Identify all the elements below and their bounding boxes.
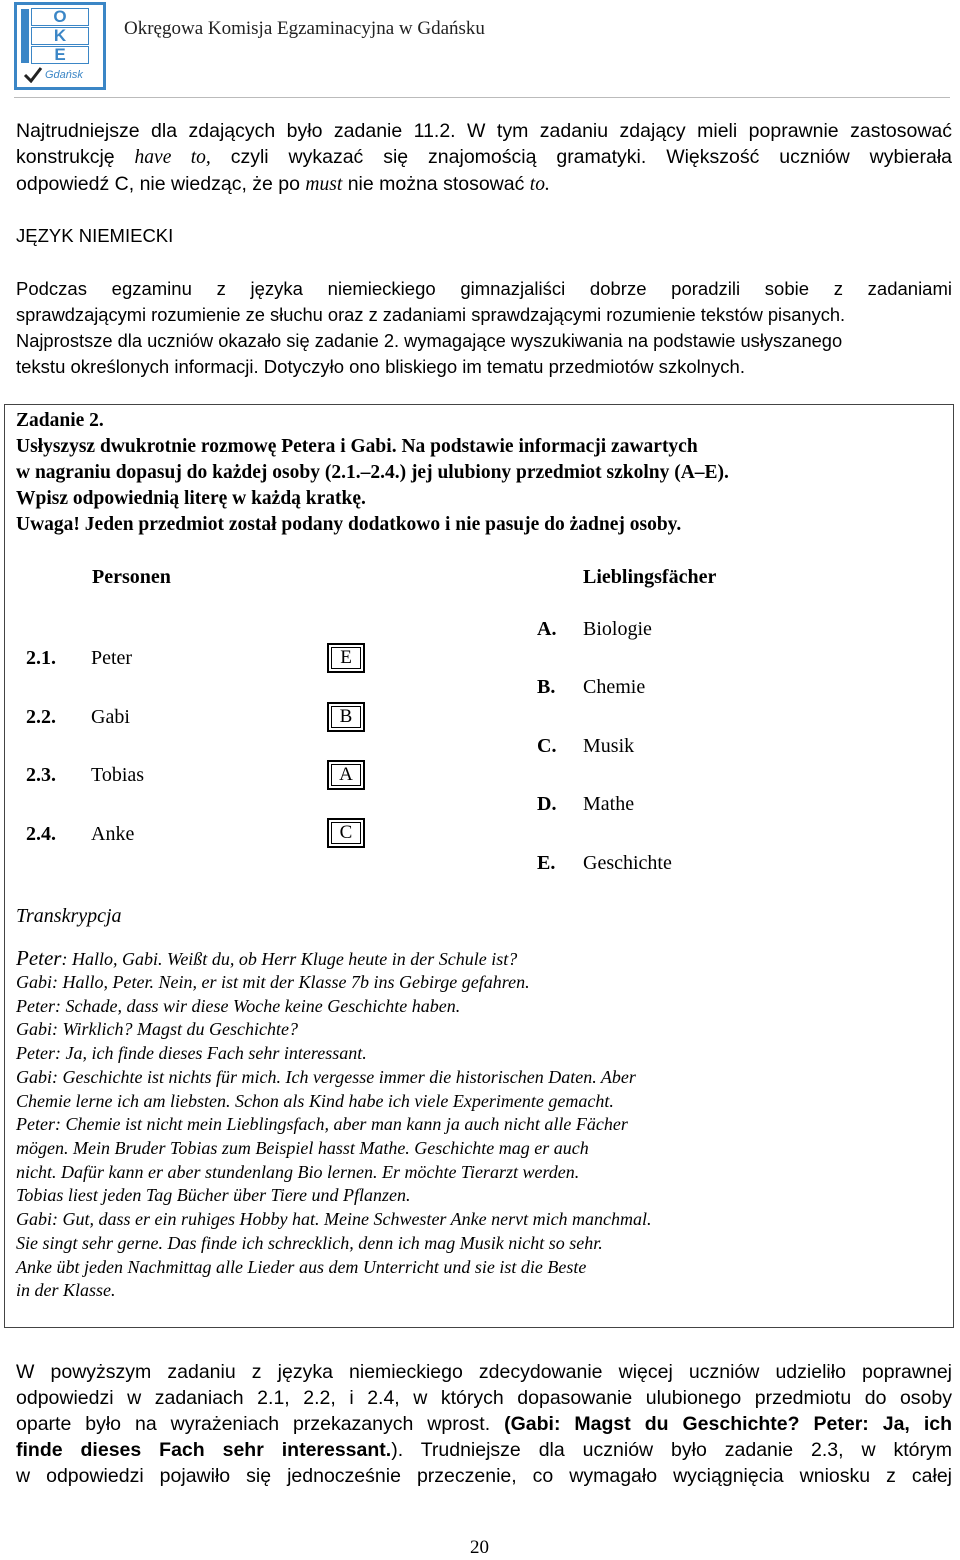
- persons-header: Personen: [92, 566, 171, 588]
- para2-line-1: Podczas egzaminu z języka niemieckiego gimnazjaliści dobrze poradzili sobie z zadaniami: [16, 278, 952, 299]
- answer-box[interactable]: E: [327, 643, 365, 673]
- oke-logo: [14, 2, 106, 90]
- transcript-line: Peter: Chemie ist nicht mein Lieblingsfach, aber man kann ja auch nicht alle Fächer: [16, 1114, 628, 1134]
- subject-name: Geschichte: [583, 852, 672, 874]
- subject-letter: D.: [537, 793, 557, 815]
- page-number: 20: [470, 1537, 489, 1558]
- intro-line-2: konstrukcję have to, czyli wykazać się znajomością gramatyki. Większość uczniów wybierała: [16, 146, 953, 168]
- subject-name: Chemie: [583, 676, 646, 698]
- transcript-line: Gabi: Gut, dass er ein ruhiges Hobby hat. Meine Schwester Anke nervt mich manchmal.: [16, 1209, 652, 1229]
- subject-name: Biologie: [583, 618, 652, 640]
- summary-line-1: W powyższym zadaniu z języka niemieckiego zdecydowanie więcej uczniów udzieliło poprawnej: [16, 1361, 952, 1383]
- subject-name: Mathe: [583, 793, 635, 815]
- task-instruction-1: Usłyszysz dwukrotnie rozmowę Petera i Gabi. Na podstawie informacji zawartych: [16, 436, 698, 457]
- answer-box[interactable]: B: [327, 702, 365, 732]
- para2-line-4: tekstu określonych informacji. Dotyczyło ono bliskiego im tematu przedmiotów szkolnych.: [16, 356, 745, 377]
- organization-title: Okręgowa Komisja Egzaminacyjna w Gdańsku: [124, 18, 485, 39]
- subject-letter: C.: [537, 735, 557, 757]
- subjects-header: Lieblingsfächer: [583, 566, 717, 588]
- logo-letter-o: O: [31, 8, 89, 26]
- transcript-line: nicht. Dafür kann er aber stundenlang Bio lernen. Er möchte Tierarzt werden.: [16, 1162, 580, 1182]
- subject-letter: B.: [537, 676, 556, 698]
- answer-box[interactable]: A: [327, 760, 365, 790]
- transcript-line: in der Klasse.: [16, 1280, 116, 1300]
- intro-line-3: odpowiedź C, nie wiedząc, że po must nie można stosować to.: [16, 173, 550, 195]
- subject-letter: E.: [537, 852, 556, 874]
- person-name: Tobias: [91, 764, 145, 786]
- person-number: 2.2.: [26, 706, 56, 728]
- transcript-line: Tobias liest jeden Tag Bücher über Tiere und Pflanzen.: [16, 1185, 411, 1205]
- person-name: Anke: [91, 823, 135, 845]
- transcript-line: Gabi: Wirklich? Magst du Geschichte?: [16, 1019, 298, 1039]
- person-number: 2.3.: [26, 764, 56, 786]
- person-number: 2.4.: [26, 823, 56, 845]
- subject-name: Musik: [583, 735, 635, 757]
- task-instruction-4: Uwaga! Jeden przedmiot został podany dodatkowo i nie pasuje do żadnej osoby.: [16, 514, 682, 535]
- logo-caption: Gdańsk: [45, 69, 83, 81]
- logo-letter-e: E: [31, 46, 89, 64]
- answer-box[interactable]: C: [327, 818, 365, 848]
- summary-line-3: oparte było na wyrażeniach przekazanych wprost. (Gabi: Magst du Geschichte? Peter: Ja, ich: [16, 1413, 952, 1435]
- transcript-line: mögen. Mein Bruder Tobias zum Beispiel hasst Mathe. Geschichte mag er auch: [16, 1138, 589, 1158]
- header-divider: [14, 97, 950, 98]
- summary-line-5: w odpowiedzi pojawiło się jednocześnie przeczenie, co wymagało wyciągnięcia wniosku z całej: [16, 1465, 952, 1487]
- transcript-line: Sie singt sehr gerne. Das finde ich schrecklich, denn ich mag Musik nicht so sehr.: [16, 1233, 603, 1253]
- logo-letter-k: K: [31, 27, 89, 45]
- transcript-title: Transkrypcja: [16, 905, 122, 927]
- para2-line-2: sprawdzającymi rozumienie ze słuchu oraz z zadaniami sprawdzającymi rozumienie tekstów pisanych.: [16, 304, 846, 325]
- task-instruction-3: Wpisz odpowiednią literę w każdą kratkę.: [16, 488, 366, 509]
- person-number: 2.1.: [26, 647, 56, 669]
- intro-line-1: Najtrudniejsze dla zdających było zadanie 11.2. W tym zadaniu zdający mieli poprawnie zastosować: [16, 120, 952, 142]
- transcript-line: Chemie lerne ich am liebsten. Schon als Kind habe ich viele Experimente gemacht.: [16, 1091, 614, 1111]
- task-title: Zadanie 2.: [16, 410, 104, 431]
- transcript-line: Peter: Schade, dass wir diese Woche keine Geschichte haben.: [16, 996, 461, 1016]
- person-name: Gabi: [91, 706, 130, 728]
- checkmark-icon: [23, 67, 43, 83]
- para2-line-3: Najprostsze dla uczniów okazało się zadanie 2. wymagające wyszukiwania na podstawie usłyszanego: [16, 330, 843, 351]
- person-name: Peter: [91, 647, 133, 669]
- transcript-line: Peter: Hallo, Gabi. Weißt du, ob Herr Kluge heute in der Schule ist?: [16, 946, 518, 970]
- transcript-line: Gabi: Hallo, Peter. Nein, er ist mit der Klasse 7b ins Gebirge gefahren.: [16, 972, 530, 992]
- transcript-line: Gabi: Geschichte ist nichts für mich. Ich vergesse immer die historischen Daten. Aber: [16, 1067, 636, 1087]
- subject-letter: A.: [537, 618, 557, 640]
- summary-line-4: finde dieses Fach sehr interessant.). Trudniejsze dla uczniów było zadanie 2.3, w którym: [16, 1439, 952, 1461]
- transcript-line: Peter: Ja, ich finde dieses Fach sehr interessant.: [16, 1043, 367, 1063]
- summary-line-2: odpowiedzi w zadaniach 2.1, 2.2, i 2.4, w których dopasowanie ulubionego przedmiotu do osoby: [16, 1387, 952, 1409]
- task-instruction-2: w nagraniu dopasuj do każdej osoby (2.1.–2.4.) jej ulubiony przedmiot szkolny (A–E).: [16, 462, 729, 483]
- transcript-line: Anke übt jeden Nachmittag alle Lieder aus dem Unterricht und sie ist die Beste: [16, 1257, 587, 1277]
- section-title: JĘZYK NIEMIECKI: [16, 225, 174, 246]
